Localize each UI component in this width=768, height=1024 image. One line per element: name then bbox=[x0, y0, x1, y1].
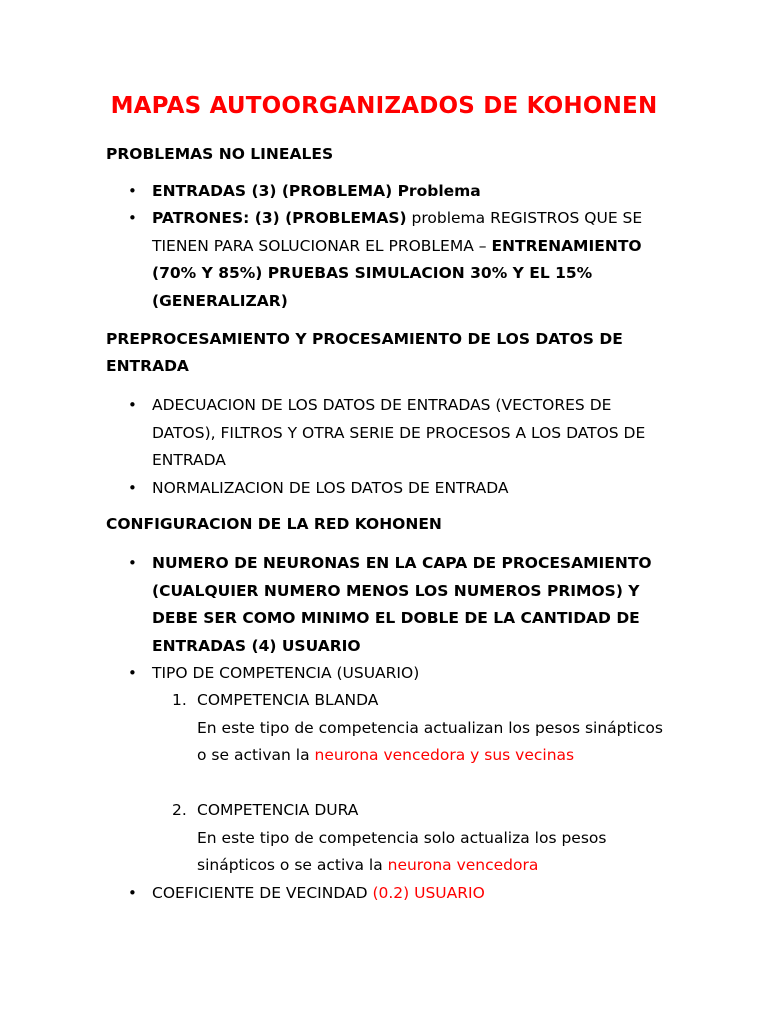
section-heading-configuracion: CONFIGURACION DE LA RED KOHONEN bbox=[106, 515, 442, 533]
section-heading-preprocesamiento: PREPROCESAMIENTO Y PROCESAMIENTO DE LOS DATOS DE ENTRADA bbox=[106, 330, 623, 375]
highlight-neurona-vecinas: neurona vencedora y sus vecinas bbox=[314, 746, 575, 764]
sub-item-title-dura: COMPETENCIA DURA bbox=[197, 801, 359, 819]
bullet-icon: • bbox=[128, 554, 137, 572]
sub-item-description-blanda bbox=[197, 715, 667, 770]
list-item-adecuacion: ADECUACION DE LOS DATOS DE ENTRADAS (VECTORES DE DATOS), FILTROS Y OTRA SERIE DE PROCESOS A LOS DATOS DE ENTRADA bbox=[152, 396, 646, 469]
bullet-icon: • bbox=[128, 479, 137, 497]
highlight-coeficiente-valor: (0.2) USUARIO bbox=[372, 884, 485, 902]
bullet-icon: • bbox=[128, 664, 137, 682]
sub-item-competencia-dura bbox=[197, 797, 667, 880]
list-item-patrones-text: problema REGISTROS QUE SE TIENEN PARA SOLUCIONAR EL PROBLEMA – bbox=[152, 209, 643, 255]
sub-item-competencia-blanda bbox=[197, 687, 667, 770]
sub-item-description-dura bbox=[197, 825, 667, 880]
sub-item-text-dura: En este tipo de competencia solo actualiza los pesos sinápticos o se activa la bbox=[197, 828, 607, 874]
list-item-normalizacion: NORMALIZACION DE LOS DATOS DE ENTRADA bbox=[152, 479, 509, 497]
list-item-coeficiente bbox=[152, 880, 672, 908]
section-heading-problemas: PROBLEMAS NO LINEALES bbox=[106, 145, 334, 163]
list-item-numero-neuronas: NUMERO DE NEURONAS EN LA CAPA DE PROCESAMIENTO (CUALQUIER NUMERO MENOS LOS NUMEROS PRIMOS) Y DEBE SER COMO MINIMO EL DOBLE DE LA CANTIDAD DE ENTRADAS (4) USUARIO bbox=[152, 554, 652, 655]
bullet-icon: • bbox=[128, 209, 137, 227]
sub-item-text-blanda: En este tipo de competencia actualizan los pesos sinápticos o se activan la bbox=[197, 718, 663, 764]
list-item-tipo-competencia: TIPO DE COMPETENCIA (USUARIO) bbox=[152, 664, 420, 682]
list-item-coeficiente-text: COEFICIENTE DE VECINDAD bbox=[152, 884, 373, 902]
list-item-patrones-bold: PATRONES: (3) (PROBLEMAS) bbox=[152, 209, 407, 227]
document-title: MAPAS AUTOORGANIZADOS DE KOHONEN bbox=[110, 93, 658, 119]
sub-item-title-blanda: COMPETENCIA BLANDA bbox=[197, 691, 379, 709]
list-number-1: 1. bbox=[172, 691, 187, 709]
bullet-icon: • bbox=[128, 396, 137, 414]
list-item-entradas bbox=[152, 178, 672, 206]
bullet-icon: • bbox=[128, 182, 137, 200]
list-item-entradas-text: ENTRADAS (3) (PROBLEMA) Problema bbox=[152, 182, 481, 200]
highlight-neurona-vencedora: neurona vencedora bbox=[387, 856, 539, 874]
bullet-icon: • bbox=[128, 884, 137, 902]
list-item-patrones bbox=[152, 205, 672, 315]
list-item-patrones-entrenamiento: ENTRENAMIENTO (70% Y 85%) PRUEBAS SIMULACION 30% Y EL 15% (GENERALIZAR) bbox=[152, 236, 642, 310]
list-number-2: 2. bbox=[172, 801, 187, 819]
